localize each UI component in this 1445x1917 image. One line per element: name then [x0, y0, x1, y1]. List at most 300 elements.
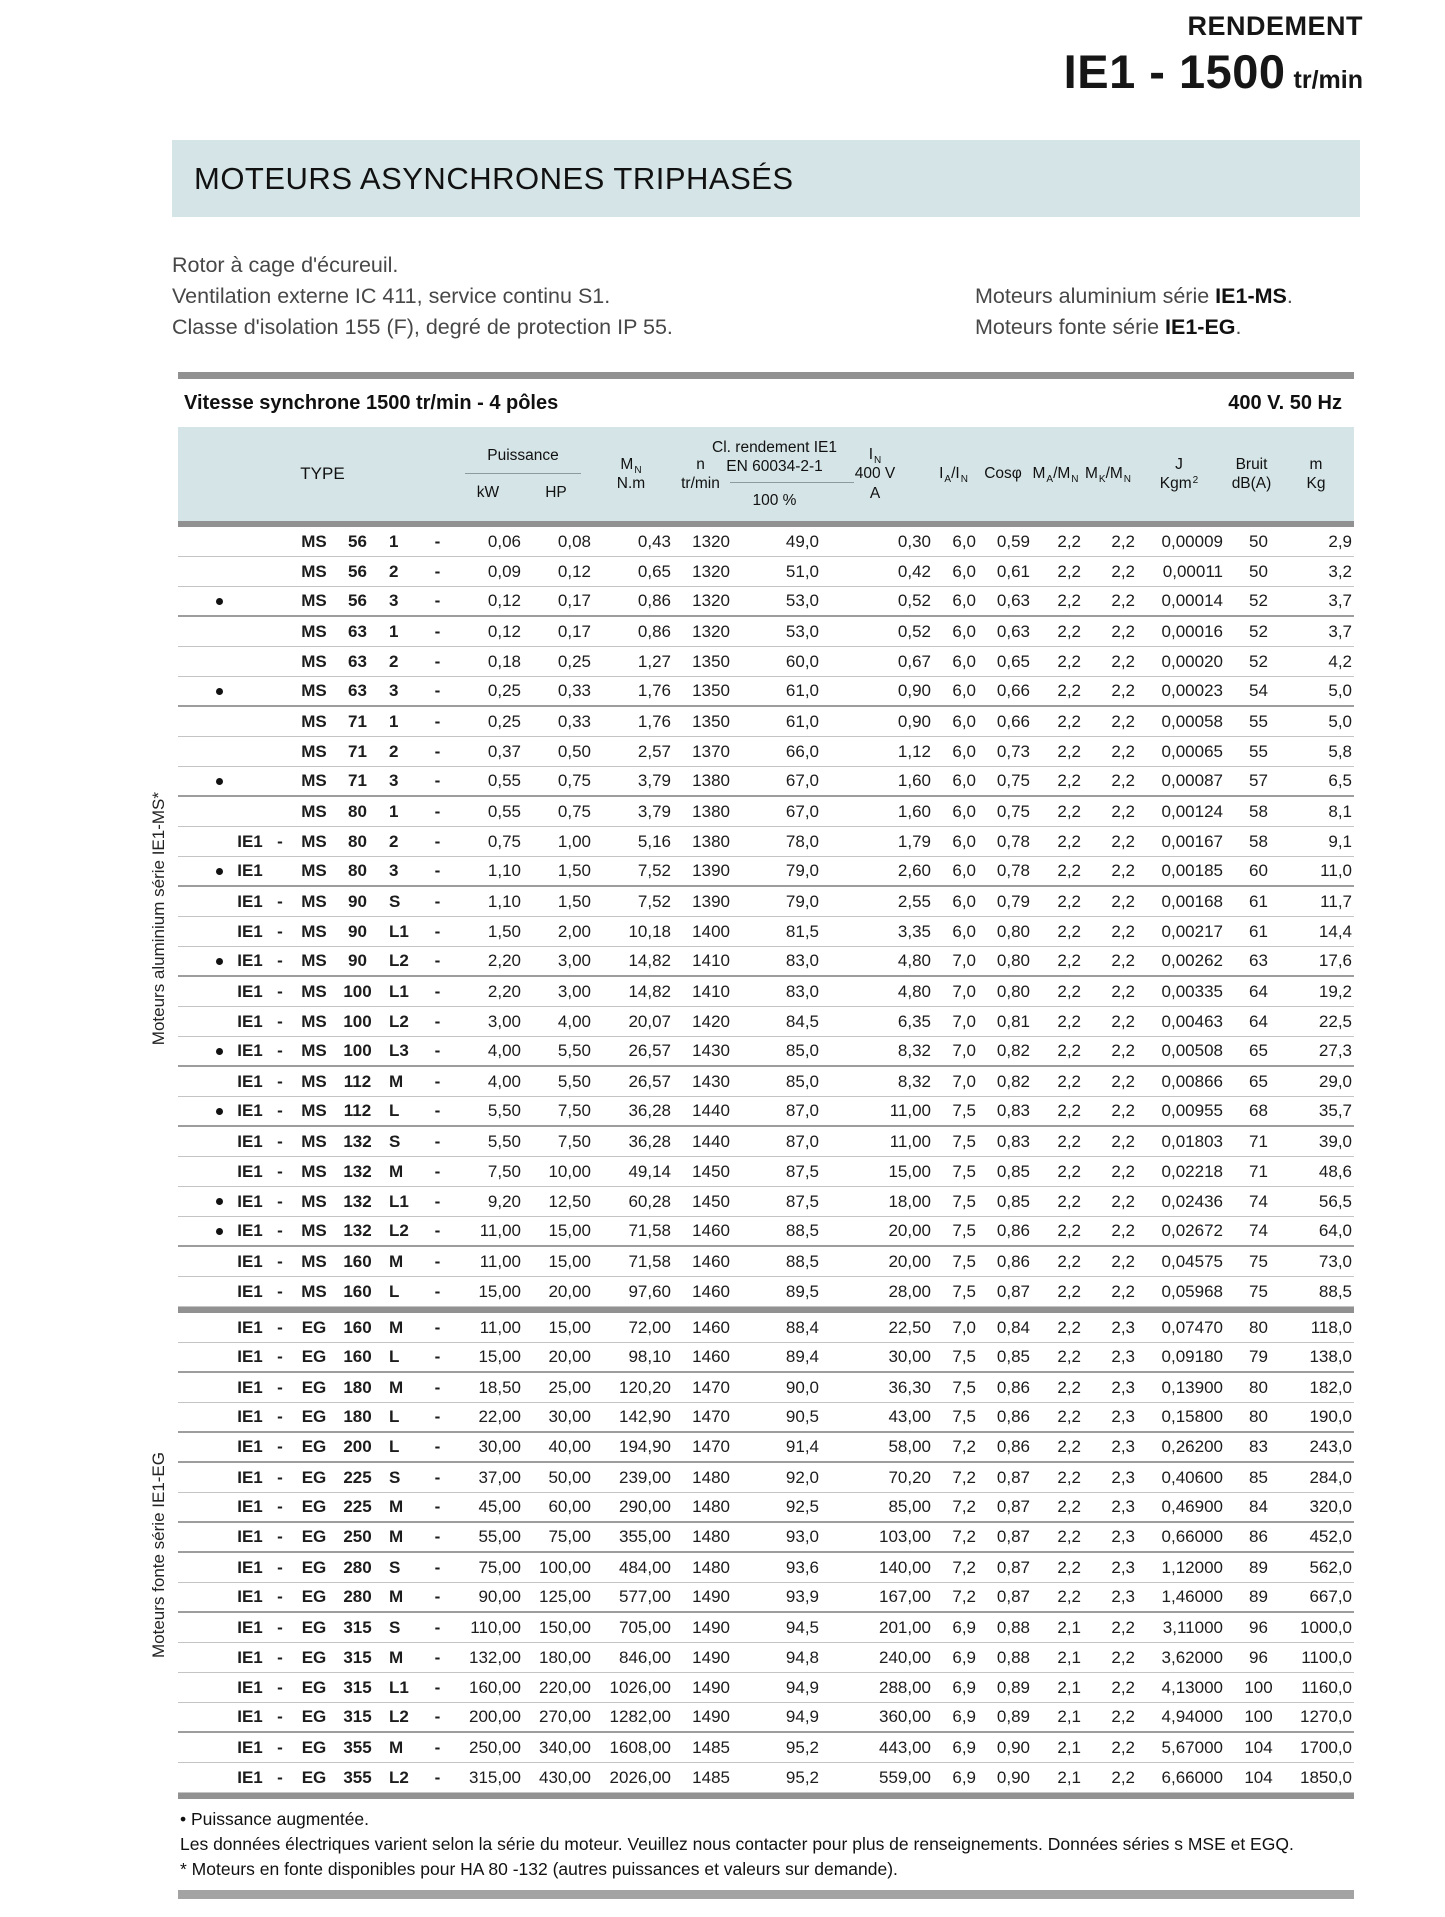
cell-ia: 7,2: [952, 1467, 976, 1487]
cell-cf: 0,84: [996, 1317, 1030, 1337]
cell-mk: 2,2: [1111, 741, 1135, 761]
cell-j: 0,05968: [1161, 1281, 1223, 1301]
col-cos-phi: Cosφ: [984, 465, 1022, 483]
cell-v: M: [389, 1071, 404, 1091]
cell-in: 443,00: [879, 1737, 931, 1757]
table-row: [178, 1343, 1354, 1373]
cell-ia: 6,0: [952, 681, 976, 700]
footnote: • Puissance augmentée.: [180, 1809, 370, 1829]
cell-re: 92,5: [785, 1497, 819, 1516]
cell-in: 36,30: [888, 1377, 931, 1397]
cell-s: EG: [301, 1377, 327, 1397]
cell-re: 60,0: [785, 651, 819, 671]
cell-hp: 180,00: [539, 1647, 591, 1667]
table-row: [178, 1277, 1354, 1307]
cell-mk: 2,2: [1111, 1221, 1135, 1240]
cell-m: 3,2: [1328, 561, 1352, 581]
cell-mn: 705,00: [619, 1617, 671, 1637]
cell-in: 85,00: [888, 1497, 931, 1516]
cell-p: IE1: [237, 1101, 263, 1120]
cell-ia: 7,5: [952, 1407, 976, 1426]
cell-p: IE1: [237, 1437, 263, 1456]
cell-sz: 71: [348, 711, 367, 731]
cell-d2: -: [434, 1221, 441, 1240]
cell-kw: 5,50: [487, 1101, 521, 1120]
col-rendement: Cl. rendement IE1 EN 60034-2-1 100 %: [730, 427, 819, 521]
cell-ia: 6,9: [952, 1617, 976, 1637]
cell-db: 89: [1249, 1557, 1268, 1577]
cell-d2: -: [434, 1677, 441, 1697]
cell-db: 96: [1249, 1647, 1268, 1667]
cell-hp: 340,00: [539, 1737, 591, 1757]
cell-mk: 2,2: [1111, 621, 1135, 641]
cell-mk: 2,2: [1111, 531, 1135, 551]
cell-in: 22,50: [888, 1317, 931, 1337]
cell-ma: 2,2: [1057, 741, 1081, 761]
cell-m: 14,4: [1318, 921, 1352, 941]
cell-cf: 0,80: [996, 921, 1030, 941]
cell-sz: 225: [343, 1467, 372, 1487]
cell-ia: 6,9: [952, 1647, 976, 1667]
cell-ma: 2,2: [1057, 801, 1081, 821]
cell-db: 61: [1249, 891, 1268, 911]
cell-v: L: [389, 1101, 400, 1120]
cell-hp: 4,00: [557, 1011, 591, 1031]
cell-d2: -: [434, 651, 441, 671]
masthead-title-main: IE1 - 1500: [1063, 44, 1286, 98]
cell-v: L2: [389, 1707, 409, 1726]
cell-d2: -: [434, 1497, 441, 1516]
cell-db: 52: [1249, 591, 1268, 610]
cell-d1: -: [277, 1011, 283, 1031]
cell-d1: -: [277, 1251, 283, 1271]
cell-hp: 30,00: [548, 1407, 591, 1426]
cell-mn: 20,07: [628, 1011, 671, 1031]
cell-hp: 25,00: [548, 1377, 591, 1397]
cell-j: 0,00087: [1161, 771, 1223, 790]
cell-kw: 55,00: [478, 1527, 521, 1546]
cell-in: 1,79: [897, 831, 931, 851]
cell-p: IE1: [237, 1677, 263, 1697]
cell-kw: 132,00: [469, 1647, 521, 1667]
cell-cf: 0,87: [996, 1557, 1030, 1577]
cell-kw: 1,50: [487, 921, 521, 941]
table-row: [178, 917, 1354, 947]
cell-n: 1470: [692, 1377, 730, 1397]
cell-j: 0,00014: [1161, 591, 1223, 610]
cell-re: 85,0: [785, 1071, 819, 1091]
cell-ma: 2,2: [1057, 1377, 1081, 1397]
cell-ia: 7,2: [952, 1527, 976, 1546]
cell-mn: 194,90: [619, 1437, 671, 1456]
cell-db: 68: [1249, 1101, 1268, 1120]
cell-db: 55: [1249, 741, 1268, 761]
cell-mk: 2,2: [1111, 1617, 1135, 1637]
cell-cf: 0,87: [996, 1497, 1030, 1516]
cell-m: 3,7: [1328, 621, 1352, 641]
cell-d1: -: [277, 1527, 283, 1546]
cell-mn: 0,65: [637, 561, 671, 581]
cell-mn: 36,28: [628, 1131, 671, 1151]
cell-v: L2: [389, 1011, 409, 1031]
cell-d1: -: [277, 1101, 283, 1120]
cell-re: 51,0: [785, 561, 819, 581]
cell-v: M: [389, 1737, 404, 1757]
cell-j: 4,94000: [1161, 1707, 1223, 1726]
cell-mn: 5,16: [637, 831, 671, 851]
cell-ia: 7,2: [952, 1437, 976, 1456]
cell-ia: 7,5: [952, 1281, 976, 1301]
cell-re: 83,0: [785, 951, 819, 970]
cell-ia: 7,2: [952, 1497, 976, 1516]
col-current: $I_N$ 400 V A: [854, 445, 896, 502]
cell-j: 0,00866: [1161, 1071, 1223, 1091]
cell-j: 0,00167: [1161, 831, 1223, 851]
cell-mk: 2,2: [1111, 1131, 1135, 1151]
cell-cf: 0,85: [996, 1161, 1030, 1181]
cell-d1: -: [277, 951, 283, 970]
table-row: [178, 1373, 1354, 1403]
cell-n: 1320: [692, 621, 730, 641]
cell-p: IE1: [237, 1737, 263, 1757]
cell-mk: 2,2: [1111, 681, 1135, 700]
cell-mk: 2,2: [1111, 831, 1135, 851]
cell-sz: 80: [348, 801, 367, 821]
cell-ia: 7,5: [952, 1161, 976, 1181]
cell-hp: 3,00: [557, 951, 591, 970]
cell-j: 0,02436: [1161, 1191, 1223, 1211]
cell-ia: 6,0: [952, 621, 976, 641]
cell-d2: -: [434, 1437, 441, 1456]
table-rows: [178, 527, 1354, 1793]
cell-ia: 7,0: [952, 1011, 976, 1031]
intro-line: Classe d'isolation 155 (F), degré de protection IP 55.: [172, 315, 673, 339]
cell-mk: 2,2: [1111, 861, 1135, 880]
cell-m: 1270,0: [1300, 1707, 1352, 1726]
cell-d2: -: [434, 1407, 441, 1426]
cell-kw: 250,00: [469, 1737, 521, 1757]
caption-left: Vitesse synchrone 1500 tr/min - 4 pôles: [184, 392, 559, 414]
cell-j: 0,01803: [1161, 1131, 1223, 1151]
cell-n: 1440: [692, 1101, 730, 1120]
table-row: [178, 947, 1354, 977]
cell-mk: 2,2: [1111, 951, 1135, 970]
section-label-ms: Moteurs aluminium série IE1-MS*: [149, 792, 168, 1046]
cell-m: 1100,0: [1301, 1647, 1352, 1667]
cell-db: 80: [1249, 1407, 1268, 1426]
cell-kw: 15,00: [478, 1281, 521, 1301]
table-row: [178, 587, 1354, 617]
cell-db: 50: [1249, 531, 1268, 551]
cell-j: 0,26200: [1161, 1437, 1223, 1456]
cell-mk: 2,2: [1111, 1191, 1135, 1211]
cell-kw: 2,20: [487, 951, 521, 970]
cell-kw: 37,00: [478, 1467, 521, 1487]
cell-db: 50: [1249, 561, 1268, 581]
cell-ia: 6,0: [952, 801, 976, 821]
cell-sz: 112: [343, 1071, 372, 1091]
cell-re: 84,5: [785, 1011, 819, 1031]
cell-d2: -: [434, 1527, 441, 1546]
cell-v: 2: [389, 831, 399, 851]
cell-ia: 6,0: [952, 741, 976, 761]
cell-db: 58: [1249, 801, 1268, 821]
cell-hp: 0,25: [557, 651, 591, 671]
cell-mn: 120,20: [619, 1377, 671, 1397]
cell-re: 88,5: [785, 1251, 819, 1271]
cell-j: 0,02218: [1161, 1161, 1223, 1181]
section-label-eg: Moteurs fonte série IE1-EG: [149, 1452, 168, 1658]
cell-d1: -: [277, 1221, 283, 1240]
augmented-dot-icon: [190, 688, 235, 695]
cell-kw: 9,20: [487, 1191, 521, 1211]
cell-ia: 6,0: [952, 771, 976, 790]
cell-re: 88,5: [785, 1221, 819, 1240]
cell-d1: -: [277, 1617, 283, 1637]
cell-re: 89,4: [785, 1347, 819, 1366]
cell-cf: 0,63: [996, 591, 1030, 610]
cell-cf: 0,82: [996, 1071, 1030, 1091]
cell-kw: 75,00: [478, 1557, 521, 1577]
cell-in: 70,20: [888, 1467, 931, 1487]
cell-cf: 0,86: [996, 1221, 1030, 1240]
cell-cf: 0,86: [996, 1437, 1030, 1456]
cell-in: 3,35: [897, 921, 931, 941]
cell-ma: 2,2: [1057, 1221, 1081, 1240]
cell-cf: 0,79: [996, 891, 1030, 911]
augmented-dot-icon: [190, 868, 235, 875]
cell-mk: 2,3: [1111, 1587, 1135, 1606]
cell-hp: 0,12: [557, 561, 591, 581]
cell-n: 1460: [692, 1251, 730, 1271]
cell-d1: -: [277, 1191, 283, 1211]
cell-db: 65: [1249, 1071, 1268, 1091]
cell-hp: 150,00: [539, 1617, 591, 1637]
cell-re: 87,0: [785, 1131, 819, 1151]
cell-hp: 15,00: [548, 1317, 591, 1337]
cell-mk: 2,3: [1111, 1317, 1135, 1337]
cell-m: 1160,0: [1301, 1677, 1352, 1697]
cell-cf: 0,75: [996, 771, 1030, 790]
cell-ia: 7,5: [952, 1347, 976, 1366]
cell-mk: 2,2: [1111, 1281, 1135, 1301]
table-row: [178, 527, 1354, 557]
cell-cf: 0,88: [996, 1617, 1030, 1637]
cell-j: 0,04575: [1161, 1251, 1223, 1271]
cell-s: EG: [301, 1437, 327, 1456]
cell-d2: -: [434, 1767, 441, 1787]
cell-j: 0,00023: [1161, 681, 1223, 700]
cell-p: IE1: [237, 921, 263, 941]
cell-j: 0,02672: [1161, 1221, 1223, 1240]
cell-s: MS: [301, 951, 327, 970]
cell-ma: 2,2: [1057, 1467, 1081, 1487]
cell-p: IE1: [237, 1011, 263, 1031]
table-row: [178, 1187, 1354, 1217]
cell-n: 1320: [692, 531, 730, 551]
cell-cf: 0,73: [996, 741, 1030, 761]
cell-j: 5,67000: [1161, 1737, 1223, 1757]
cell-p: IE1: [237, 1317, 263, 1337]
col-kw: kW: [476, 483, 500, 501]
cell-m: 11,7: [1320, 891, 1352, 911]
cell-s: EG: [301, 1647, 327, 1667]
cell-db: 83: [1249, 1437, 1268, 1456]
cell-sz: 355: [343, 1737, 372, 1757]
cell-re: 87,5: [785, 1191, 819, 1211]
cell-m: 48,6: [1318, 1161, 1352, 1181]
cell-sz: 132: [343, 1221, 372, 1240]
cell-sz: 180: [343, 1377, 372, 1397]
cell-v: L2: [389, 1767, 409, 1787]
cell-hp: 10,00: [548, 1161, 591, 1181]
cell-d2: -: [434, 681, 441, 700]
cell-ma: 2,2: [1057, 831, 1081, 851]
cell-hp: 3,00: [557, 981, 591, 1001]
cell-in: 20,00: [888, 1251, 931, 1271]
table-row: [178, 617, 1354, 647]
cell-ia: 7,5: [952, 1377, 976, 1397]
cell-db: 104: [1244, 1767, 1273, 1787]
cell-p: IE1: [237, 981, 263, 1001]
cell-j: 3,11000: [1162, 1617, 1223, 1637]
cell-ia: 6,0: [952, 861, 976, 880]
cell-v: M: [389, 1317, 404, 1337]
cell-n: 1450: [692, 1191, 730, 1211]
cell-hp: 5,50: [557, 1071, 591, 1091]
cell-d2: -: [434, 861, 441, 880]
cell-kw: 3,00: [487, 1011, 521, 1031]
cell-ia: 7,0: [952, 951, 976, 970]
augmented-dot-icon: [190, 778, 235, 785]
cell-sz: 100: [343, 1041, 372, 1060]
cell-s: MS: [301, 861, 327, 880]
cell-re: 53,0: [785, 591, 819, 610]
cell-n: 1380: [692, 831, 730, 851]
cell-v: S: [389, 1467, 401, 1487]
cell-d2: -: [434, 1101, 441, 1120]
cell-cf: 0,90: [996, 1737, 1030, 1757]
cell-ia: 6,9: [952, 1767, 976, 1787]
cell-v: 2: [389, 561, 399, 581]
cell-d2: -: [434, 1317, 441, 1337]
cell-ma: 2,2: [1057, 1347, 1081, 1366]
cell-sz: 180: [343, 1407, 372, 1426]
table-row: [178, 1673, 1354, 1703]
cell-ma: 2,1: [1057, 1617, 1081, 1637]
cell-n: 1480: [692, 1557, 730, 1577]
cell-mn: 290,00: [619, 1497, 671, 1516]
cell-hp: 75,00: [548, 1527, 591, 1546]
cell-s: MS: [301, 771, 327, 790]
col-noise: Bruit dB(A): [1231, 455, 1272, 492]
cell-j: 0,00168: [1161, 891, 1223, 911]
cell-s: EG: [301, 1677, 327, 1697]
cell-in: 8,32: [897, 1071, 931, 1091]
cell-in: 0,52: [897, 591, 931, 610]
cell-hp: 0,33: [557, 681, 591, 700]
cell-s: EG: [301, 1467, 327, 1487]
cell-d1: -: [277, 1467, 283, 1487]
cell-v: 1: [389, 801, 399, 821]
cell-s: MS: [301, 1281, 327, 1301]
cell-kw: 18,50: [478, 1377, 521, 1397]
cell-s: MS: [301, 1101, 327, 1120]
cell-v: M: [389, 1587, 404, 1606]
cell-ma: 2,2: [1057, 951, 1081, 970]
cell-d2: -: [434, 951, 441, 970]
cell-db: 64: [1249, 1011, 1268, 1031]
intro-line: Rotor à cage d'écureuil.: [172, 253, 399, 277]
cell-ma: 2,2: [1057, 1131, 1081, 1151]
cell-m: 5,8: [1328, 741, 1352, 761]
cell-n: 1480: [692, 1497, 730, 1516]
cell-in: 15,00: [888, 1161, 931, 1181]
cell-s: MS: [301, 711, 327, 731]
cell-n: 1320: [692, 591, 730, 610]
cell-s: MS: [301, 1191, 327, 1211]
table-row: [178, 1157, 1354, 1187]
cell-mk: 2,2: [1111, 1707, 1135, 1726]
cell-j: 0,46900: [1161, 1497, 1223, 1516]
cell-in: 2,60: [897, 861, 931, 880]
augmented-dot-icon: [190, 1228, 235, 1235]
cell-sz: 250: [343, 1527, 372, 1546]
cell-j: 6,66000: [1161, 1767, 1223, 1787]
cell-ia: 6,0: [952, 591, 976, 610]
cell-s: MS: [301, 1131, 327, 1151]
cell-re: 66,0: [785, 741, 819, 761]
cell-v: 3: [389, 681, 399, 700]
cell-mk: 2,2: [1111, 651, 1135, 671]
cell-in: 1,12: [897, 741, 931, 761]
cell-cf: 0,86: [996, 1407, 1030, 1426]
col-mk-mn: $M_K/M_N$: [1084, 465, 1132, 486]
cell-cf: 0,87: [996, 1587, 1030, 1606]
cell-mn: 1608,00: [609, 1737, 671, 1757]
cell-d2: -: [434, 711, 441, 731]
cell-m: 56,5: [1318, 1191, 1352, 1211]
cell-in: 360,00: [879, 1707, 931, 1726]
cell-j: 0,00009: [1161, 531, 1223, 551]
cell-n: 1370: [692, 741, 730, 761]
table-row: [178, 1313, 1354, 1343]
cell-j: 0,00020: [1161, 651, 1223, 671]
cell-mn: 142,90: [619, 1407, 671, 1426]
cell-mk: 2,2: [1111, 1251, 1135, 1271]
cell-v: L1: [389, 921, 409, 941]
cell-re: 78,0: [785, 831, 819, 851]
cell-in: 1,60: [897, 771, 931, 790]
cell-re: 83,0: [785, 981, 819, 1001]
cell-hp: 0,17: [557, 621, 591, 641]
cell-d1: -: [277, 1161, 283, 1181]
cell-sz: 280: [343, 1587, 372, 1606]
cell-kw: 0,25: [487, 711, 521, 731]
cell-cf: 0,80: [996, 951, 1030, 970]
table-row: [178, 1703, 1354, 1733]
cell-ia: 7,0: [952, 981, 976, 1001]
cell-hp: 1,50: [557, 891, 591, 911]
cell-sz: 160: [343, 1251, 372, 1271]
cell-j: 0,00185: [1161, 861, 1223, 880]
cell-s: EG: [301, 1497, 327, 1516]
cell-mk: 2,2: [1111, 1101, 1135, 1120]
page-title: MOTEURS ASYNCHRONES TRIPHASÉS: [194, 160, 794, 196]
cell-in: 2,55: [897, 891, 931, 911]
cell-in: 0,67: [897, 651, 931, 671]
cell-re: 94,9: [785, 1707, 819, 1726]
